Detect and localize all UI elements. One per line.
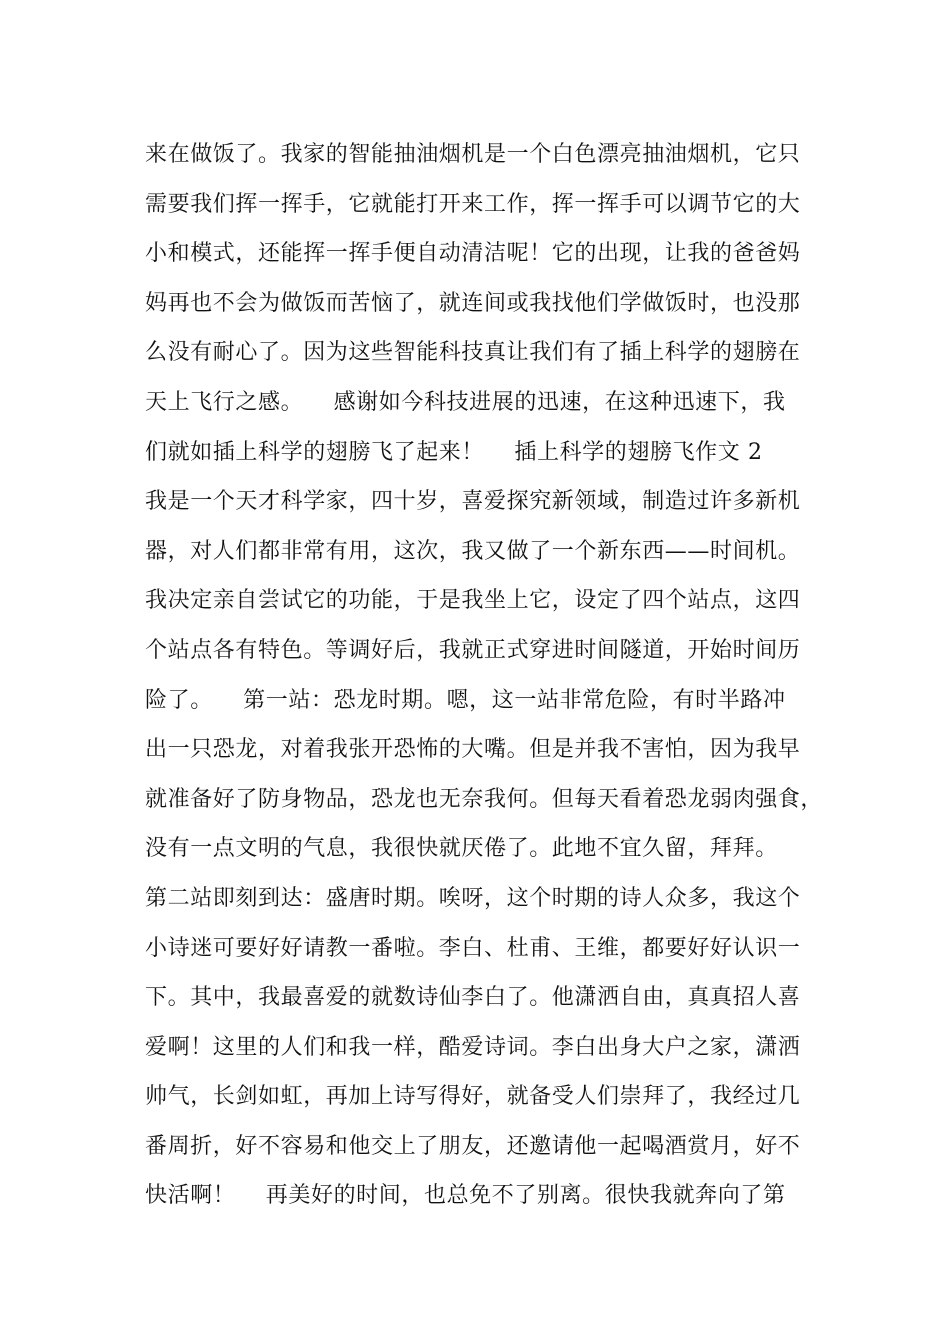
- text-line: 么没有耐心了。因为这些智能科技真让我们有了插上科学的翅膀在: [145, 340, 801, 366]
- text-line: 第二站即刻到达：盛唐时期。唉呀，这个时期的诗人众多，我这个: [145, 885, 801, 911]
- text-line: 下。其中，我最喜爱的就数诗仙李白了。他潇洒自由，真真招人喜: [145, 985, 801, 1011]
- text-line: 们就如插上科学的翅膀飞了起来！ 插上科学的翅膀飞作文 2: [145, 439, 763, 465]
- text-line: 就准备好了防身物品，恐龙也无奈我何。但每天看着恐龙弱肉强食，: [145, 786, 824, 812]
- text-line: 天上飞行之感。 感谢如今科技进展的迅速，在这种迅速下，我: [145, 389, 786, 415]
- text-line: 小诗迷可要好好请教一番啦。李白、杜甫、王维，都要好好认识一: [145, 935, 801, 961]
- text-line: 器，对人们都非常有用，这次，我又做了一个新东西——时间机。: [145, 538, 801, 564]
- text-line: 险了。 第一站：恐龙时期。嗯，这一站非常危险，有时半路冲: [145, 687, 786, 713]
- text-line: 没有一点文明的气息，我很快就厌倦了。此地不宜久留，拜拜。: [145, 836, 778, 862]
- text-line: 妈再也不会为做饭而苦恼了，就连间或我找他们学做饭时，也没那: [145, 290, 801, 316]
- text-line: 我是一个天才科学家，四十岁，喜爱探究新领域，制造过许多新机: [145, 489, 801, 515]
- text-line: 我决定亲自尝试它的功能，于是我坐上它，设定了四个站点，这四: [145, 588, 801, 614]
- text-line: 快活啊！ 再美好的时间，也总免不了别离。很快我就奔向了第: [145, 1183, 786, 1209]
- body-text: [145, 130, 825, 1221]
- text-line: 帅气，长剑如虹，再加上诗写得好，就备受人们崇拜了，我经过几: [145, 1084, 801, 1110]
- text-line: 个站点各有特色。等调好后，我就正式穿进时间隧道，开始时间历: [145, 637, 801, 663]
- text-line: 番周折，好不容易和他交上了朋友，还邀请他一起喝酒赏月，好不: [145, 1133, 801, 1159]
- text-line: 需要我们挥一挥手，它就能打开来工作，挥一挥手可以调节它的大: [145, 191, 801, 217]
- text-line: 小和模式，还能挥一挥手便自动清洁呢！它的出现，让我的爸爸妈: [145, 241, 801, 267]
- text-line: 出一只恐龙，对着我张开恐怖的大嘴。但是并我不害怕，因为我早: [145, 737, 801, 763]
- text-line: 来在做饭了。我家的智能抽油烟机是一个白色漂亮抽油烟机，它只: [145, 142, 801, 167]
- text-line: 爱啊！这里的人们和我一样，酷爱诗词。李白出身大户之家，潇洒: [145, 1034, 801, 1060]
